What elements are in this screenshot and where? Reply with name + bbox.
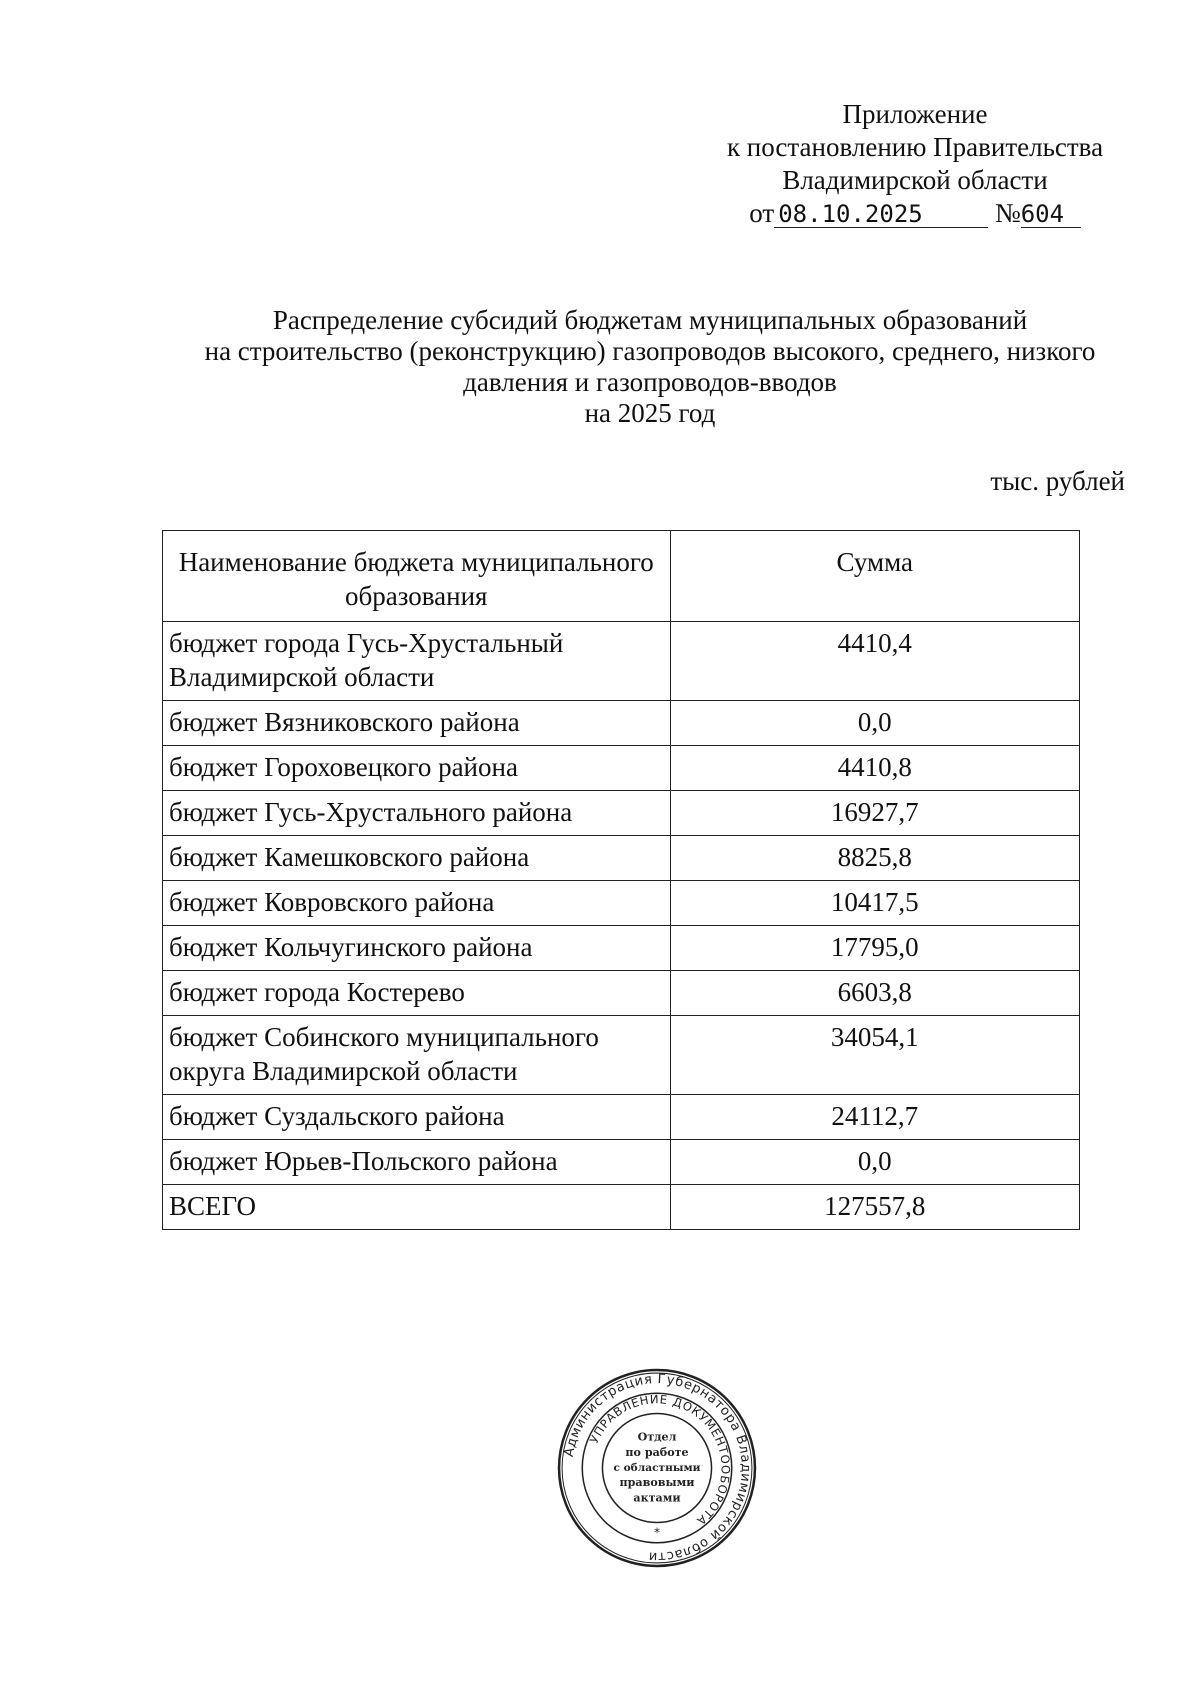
title-line-1: Распределение субсидий бюджетам муниципальных образований	[272, 305, 1028, 335]
appendix-resolution-ref: к постановлению Правительства	[726, 132, 1104, 162]
total-amount: 127557,8	[670, 1185, 1080, 1230]
table-row	[163, 622, 1080, 701]
table-row	[163, 746, 1080, 791]
appendix-region: Владимирской области	[782, 165, 1048, 195]
appendix-label: Приложение	[842, 99, 988, 129]
row-budget-name: бюджет Юрьев-Польского района	[163, 1140, 671, 1185]
resolution-number: 604	[1021, 201, 1081, 228]
resolution-date: 08.10.2025	[774, 201, 988, 228]
title-line-3: давления и газопроводов-вводов	[463, 367, 837, 397]
svg-text:с областными: с областными	[613, 1462, 701, 1475]
table-row	[163, 791, 1080, 836]
table-total-row	[163, 1185, 1080, 1230]
number-prefix: №	[994, 198, 1021, 228]
svg-text:по работе: по работе	[625, 1445, 689, 1459]
svg-text:актами: актами	[633, 1491, 681, 1505]
table-row	[163, 1140, 1080, 1185]
header-amount: Сумма	[670, 531, 1080, 622]
row-amount: 0,0	[670, 701, 1080, 746]
stamp-seal-icon	[556, 1367, 758, 1569]
svg-text:УПРАВЛЕНИЕ ДОКУМЕНТООБОРОТА: УПРАВЛЕНИЕ ДОКУМЕНТООБОРОТА	[586, 1392, 733, 1529]
row-amount: 17795,0	[670, 926, 1080, 971]
appendix-header	[700, 98, 1130, 230]
document-title	[150, 305, 1150, 429]
table-row	[163, 1095, 1080, 1140]
row-amount: 4410,8	[670, 746, 1080, 791]
header-budget-name: Наименование бюджета муниципального образования	[163, 531, 671, 622]
row-budget-name: бюджет Гороховецкого района	[163, 746, 671, 791]
table-row	[163, 836, 1080, 881]
row-amount: 16927,7	[670, 791, 1080, 836]
title-line-2: на строительство (реконструкцию) газопроводов высокого, среднего, низкого	[204, 336, 1096, 366]
svg-text:Отдел: Отдел	[637, 1430, 677, 1444]
row-budget-name: бюджет города Костерево	[163, 971, 671, 1016]
table-row	[163, 881, 1080, 926]
row-amount: 10417,5	[670, 881, 1080, 926]
table-row	[163, 926, 1080, 971]
row-budget-name: бюджет Суздальского района	[163, 1095, 671, 1140]
row-budget-name: бюджет Ковровского района	[163, 881, 671, 926]
title-line-4: на 2025 год	[584, 398, 716, 428]
svg-text:Администрация Губернатора Влад: Администрация Губернатора Владимирской области	[561, 1372, 753, 1564]
row-budget-name: бюджет Камешковского района	[163, 836, 671, 881]
date-prefix: от	[749, 198, 775, 228]
row-budget-name: бюджет города Гусь-Хрустальный Владимирской области	[163, 622, 671, 701]
row-amount: 6603,8	[670, 971, 1080, 1016]
row-budget-name: бюджет Гусь-Хрустального района	[163, 791, 671, 836]
row-amount: 0,0	[670, 1140, 1080, 1185]
row-amount: 4410,4	[670, 622, 1080, 701]
table-header-row	[163, 531, 1080, 622]
subsidy-table	[162, 530, 1080, 1230]
row-amount: 34054,1	[670, 1016, 1080, 1095]
row-amount: 24112,7	[670, 1095, 1080, 1140]
svg-text:правовыми: правовыми	[619, 1476, 695, 1490]
table-row	[163, 1016, 1080, 1095]
row-budget-name: бюджет Собинского муниципального округа Владимирской области	[163, 1016, 671, 1095]
row-amount: 8825,8	[670, 836, 1080, 881]
units-label: тыс. рублей	[990, 466, 1125, 496]
row-budget-name: бюджет Кольчугинского района	[163, 926, 671, 971]
appendix-date-line	[700, 197, 1130, 230]
official-stamp	[556, 1367, 758, 1569]
table-row	[163, 971, 1080, 1016]
row-budget-name: бюджет Вязниковского района	[163, 701, 671, 746]
svg-text:*: *	[653, 1525, 661, 1540]
total-label: ВСЕГО	[163, 1185, 671, 1230]
table-row	[163, 701, 1080, 746]
